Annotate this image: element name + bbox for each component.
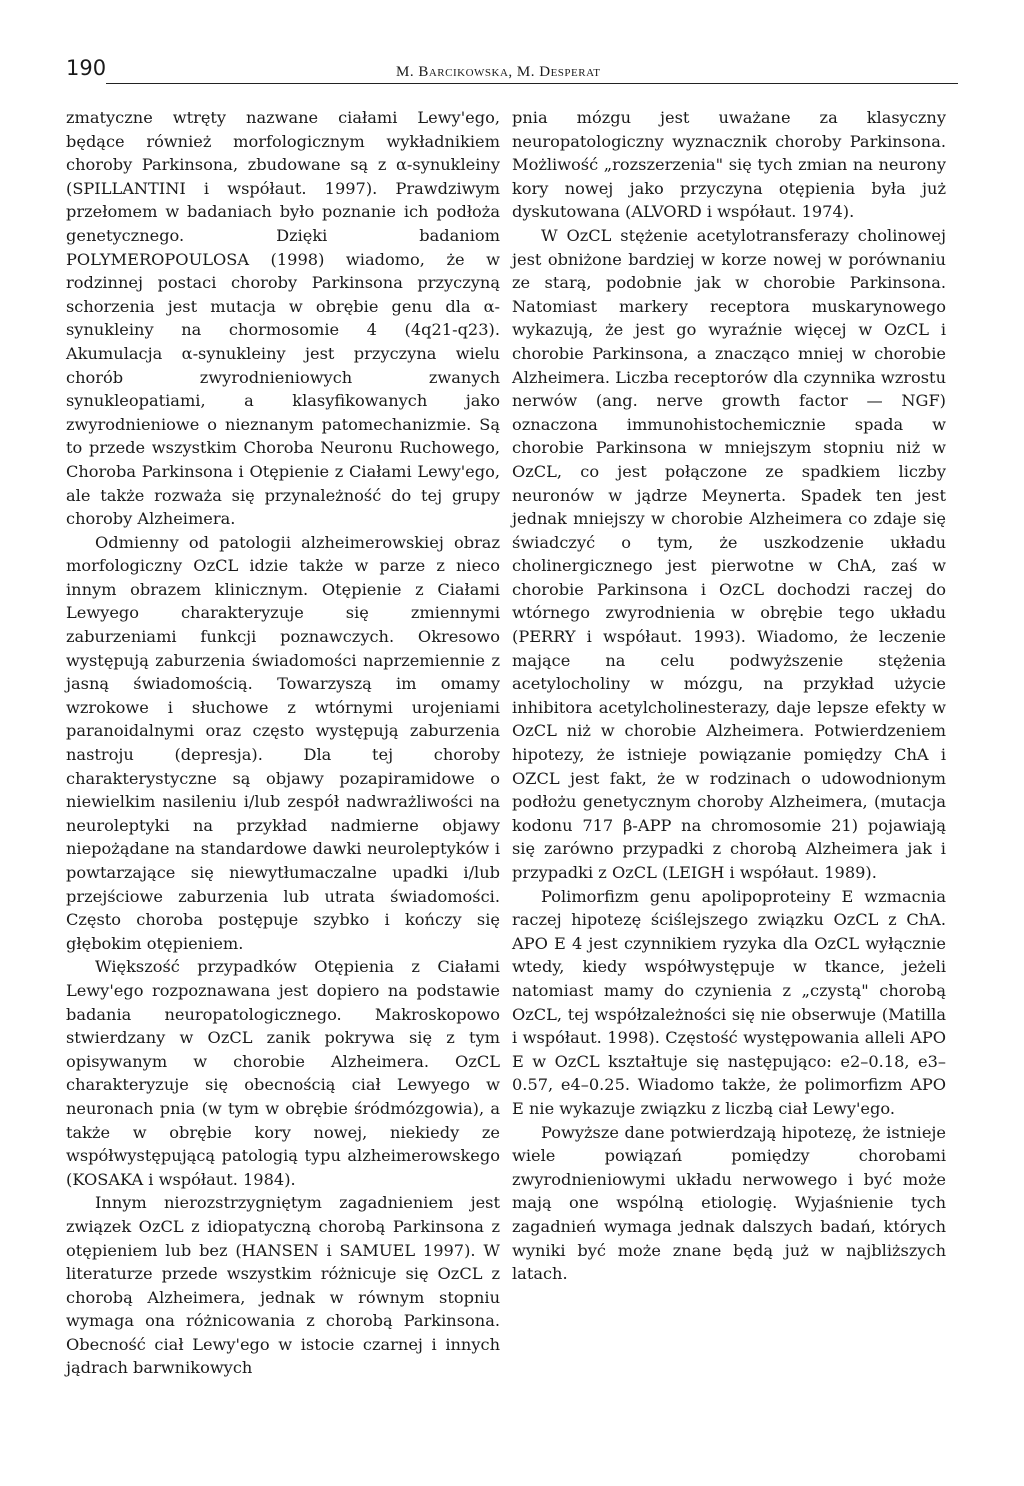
left-column bbox=[66, 106, 500, 1380]
right-column bbox=[512, 106, 946, 1286]
header-rule bbox=[106, 83, 958, 84]
running-head: M. Barcikowska, M. Desperat bbox=[396, 64, 601, 80]
left-paragraph-1: zmatyczne wtręty nazwane ciałami Lewy'ego, będące również morfologicznym wykładnikiem choroby Parkinsona, zbudowane są z α-synukleiny (SPILLANTINI i współaut. 1997). Prawdziwym przełomem w badaniach było poznanie ich podłoża genetycznego. Dzięki badaniom POLYMEROPOULOSA (1998) wiadomo, że w rodzinnej postaci choroby Parkinsona przyczyną schorzenia jest mutacja w obrębie genu dla α-synukleiny na chormosomie 4 (4q21-q23). Akumulacja α-synukleiny jest przyczyna wielu chorób zwyrodnieniowych zwanych synukleopatiami, a klasyfikowanych jako zwyrodnieniowe o nieznanym patomechanizmie. Są to przede wszystkim Choroba Neuronu Ruchowego, Choroba Parkinsona i Otępienie z Ciałami Lewy'ego, ale także rozważa się przynależność do tej grupy choroby Alzheimera. bbox=[66, 108, 500, 529]
left-paragraph-3: Większość przypadków Otępienia z Ciałami Lewy'ego rozpoznawana jest dopiero na podstawie badania neuropatologicznego. Makroskopowo stwierdzany w OzCL zanik pokrywa się z tym opisywanym w chorobie Alzheimera. OzCL charakteryzuje się obecnością ciał Lewyego w neuronach pnia (w tym w obrębie śródmózgowia), a także w obrębie kory nowej, niekiedy ze współwystępującą patologią typu alzheimerowskego (KOSAKA i współaut. 1984). bbox=[66, 957, 500, 1189]
page-number: 190 bbox=[66, 56, 107, 80]
right-paragraph-2: W OzCL stężenie acetylotransferazy cholinowej jest obniżone bardziej w korze nowej w porównaniu ze starą, podobnie jak w chorobie Parkinsona. Natomiast markery receptora muskarynowego wykazują, że jest go wyraźnie więcej w OzCL i chorobie Parkinsona, a znacząco mniej w chorobie Alzheimera. Liczba receptorów dla czynnika wzrostu nerwów (ang. nerve growth factor — NGF) oznaczona immunohistochemicznie spada w chorobie Parkinsona w mniejszym stopniu niż w OzCL, co jest połączone ze spadkiem liczby neuronów w jądrze Meynerta. Spadek ten jest jednak mniejszy w chorobie Alzheimera co zdaje się świadczyć o tym, że uszkodzenie układu cholinergicznego jest pierwotne w ChA, zaś w chorobie Parkinsona i OzCL dochodzi raczej do wtórnego zwyrodnienia w obrębie tego układu (PERRY i współaut. 1993). Wiadomo, że leczenie mające na celu podwyższenie stężenia acetylocholiny w mózgu, na przykład użycie inhibitora acetylcholinesterazy, daje lepsze efekty w OzCL niż w chorobie Alzheimera. Potwierdzeniem hipotezy, że istnieje powiązanie pomiędzy ChA i OZCL jest fakt, że w rodzinach o udowodnionym podłożu genetycznym choroby Alzheimera, (mutacja kodonu 717 β-APP na chromosomie 21) pojawiają się zarówno przypadki z chorobą Alzheimera jak i przypadki z OzCL (LEIGH i współaut. 1989). bbox=[512, 225, 946, 882]
right-paragraph-3: Polimorfizm genu apolipoproteiny E wzmacnia raczej hipotezę ściślejszego związku OzCL z ChA. APO E 4 jest czynnikiem ryzyka dla OzCL wyłącznie wtedy, kiedy współwystępuje w tkance, jeżeli natomiast mamy do czynienia z „czystą" chorobą OzCL, tej współzależności się nie obserwuje (Matilla i współaut. 1998). Częstość występowania alleli APO E w OzCL kształtuje się następująco: e2–0.18, e3–0.57, e4–0.25. Wiadomo także, że polimorfizm APO E nie wykazuje związku z liczbą ciał Lewy'ego. bbox=[512, 886, 946, 1118]
left-paragraph-4: Innym nierozstrzygniętym zagadnieniem jest związek OzCL z idiopatyczną chorobą Parkinsona z otępieniem lub bez (HANSEN i SAMUEL 1997). W literaturze przede wszystkim różnicuje się OzCL z chorobą Alzheimera, jednak w równym stopniu wymaga ona różnicowania z chorobą Parkinsona. Obecność ciał Lewy'ego w istocie czarnej i innych jądrach barwnikowych bbox=[66, 1193, 500, 1378]
page-header bbox=[66, 56, 958, 86]
right-paragraph-1: pnia mózgu jest uważane za klasyczny neuropatologiczny wyznacznik choroby Parkinsona. Możliwość „rozszerzenia" się tych zmian na neurony kory nowej jako przyczyna otępienia była już dyskutowana (ALVORD i współaut. 1974). bbox=[512, 108, 946, 222]
left-paragraph-2: Odmienny od patologii alzheimerowskiej obraz morfologiczny OzCL idzie także w parze z nieco innym obrazem klinicznym. Otępienie z Ciałami Lewyego charakteryzuje się zmiennymi zaburzeniami funkcji poznawczych. Okresowo występują zaburzenia świadomości naprzemiennie z jasną świadomością. Towarzyszą im omamy wzrokowe i słuchowe z wtórnymi urojeniami paranoidalnymi oraz często występują zaburzenia nastroju (depresja). Dla tej choroby charakterystyczne są objawy pozapiramidowe o niewielkim nasileniu i/lub zespół nadwrażliwości na neuroleptyki na przykład nadmierne objawy niepożądane na standardowe dawki neuroleptyków i powtarzające się niewytłumaczalne upadki i/lub przejściowe zaburzenia lub utrata świadomości. Często choroba postępuje szybko i kończy się głębokim otępieniem. bbox=[66, 532, 500, 953]
right-paragraph-4: Powyższe dane potwierdzają hipotezę, że istnieje wiele powiązań pomiędzy chorobami zwyrodnieniowymi układu nerwowego i być może mają one wspólną etiologię. Wyjaśnienie tych zagadnień wymaga jednak dalszych badań, których wyniki być może znane będą już w najbliższych latach. bbox=[512, 1122, 946, 1284]
